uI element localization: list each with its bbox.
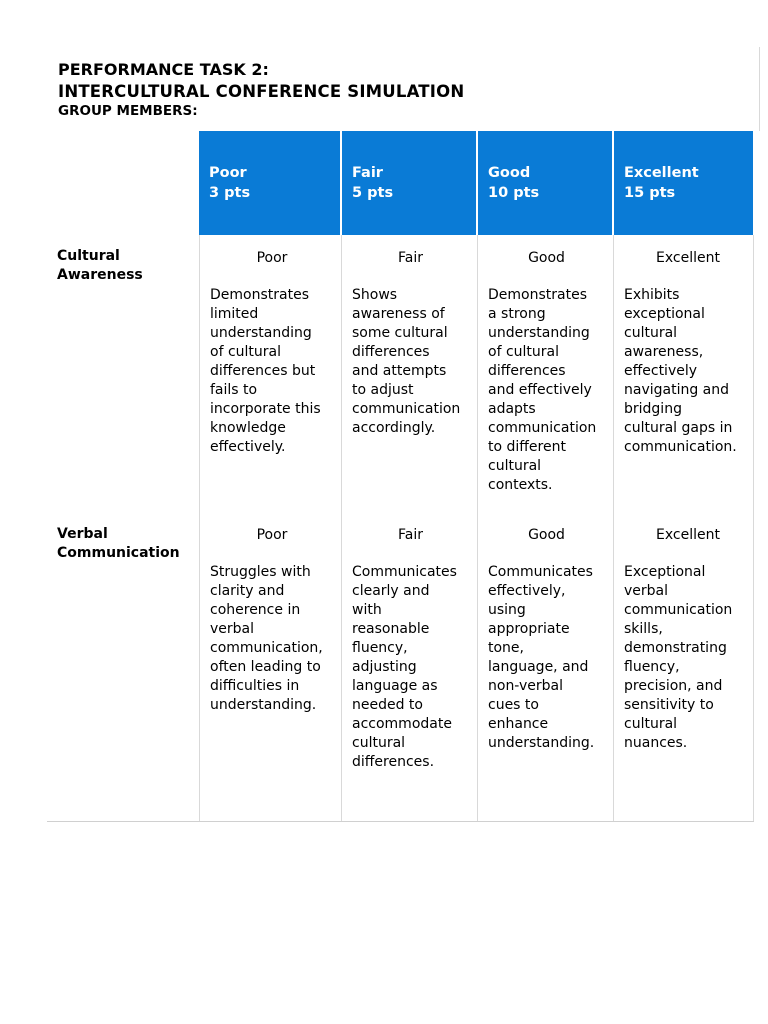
column-header-excellent [614,131,753,235]
table-bottom-rule [47,821,754,822]
column-header-poor [199,131,340,235]
rubric-cell [477,513,613,821]
task-subtitle: INTERCULTURAL CONFERENCE SIMULATION [58,82,465,101]
rubric-cell [199,235,342,513]
rubric-cell [199,513,342,821]
cell-level-label: Excellent [656,527,720,543]
cell-description: Demonstrates a strong understanding of cultural differences and effectively adapts communication to different cultural contexts. [488,287,597,493]
cell-description: Exceptional verbal communication skills, demonstrating fluency, precision, and sensitivity to cultural nuances. [624,564,733,751]
column-level: Good [488,165,531,181]
column-level: Poor [209,165,247,181]
column-points: 10 pts [488,185,540,201]
column-points: 3 pts [209,185,251,201]
column-level: Excellent [624,165,699,181]
criterion-cultural-awareness [47,235,199,513]
rubric-cell [613,235,754,513]
criterion-label: Awareness [57,267,143,283]
column-level: Fair [352,165,383,181]
cell-level-label: Fair [398,527,423,543]
cell-description: Struggles with clarity and coherence in verbal communication, often leading to difficulties in understanding. [210,564,323,713]
table-right-border [753,235,754,822]
criterion-verbal-communication [47,513,199,821]
criterion-label: Verbal [57,526,108,542]
cell-description: Demonstrates limited understanding of cultural differences but fails to incorporate this knowledge effectively. [210,287,321,455]
cell-level-label: Poor [256,250,288,266]
group-members-label: GROUP MEMBERS: [58,103,198,119]
cell-description: Communicates effectively, using appropriate tone, language, and non-verbal cues to enhance understanding. [488,564,595,751]
column-header-fair [342,131,476,235]
cell-description: Communicates clearly and with reasonable fluency, adjusting language as needed to accommodate cultural differences. [352,564,457,770]
rubric-cell [613,513,754,821]
rubric-table [47,131,760,822]
cell-level-label: Excellent [656,250,720,266]
document-header [47,47,760,131]
column-points: 5 pts [352,185,394,201]
cell-level-label: Fair [398,250,423,266]
criterion-label: Communication [57,545,180,561]
rubric-cell [341,235,477,513]
cell-description: Exhibits exceptional cultural awareness, effectively navigating and bridging cultural gaps in communication. [624,287,737,455]
cell-level-label: Good [528,527,565,543]
cell-level-label: Good [528,250,565,266]
column-points: 15 pts [624,185,676,201]
cell-description: Shows awareness of some cultural differences and attempts to adjust communication accordingly. [352,287,461,436]
cell-level-label: Poor [256,527,288,543]
column-header-good [478,131,612,235]
rubric-cell [477,235,613,513]
rubric-cell [341,513,477,821]
task-title: PERFORMANCE TASK 2: [58,60,269,79]
criterion-label: Cultural [57,248,120,264]
